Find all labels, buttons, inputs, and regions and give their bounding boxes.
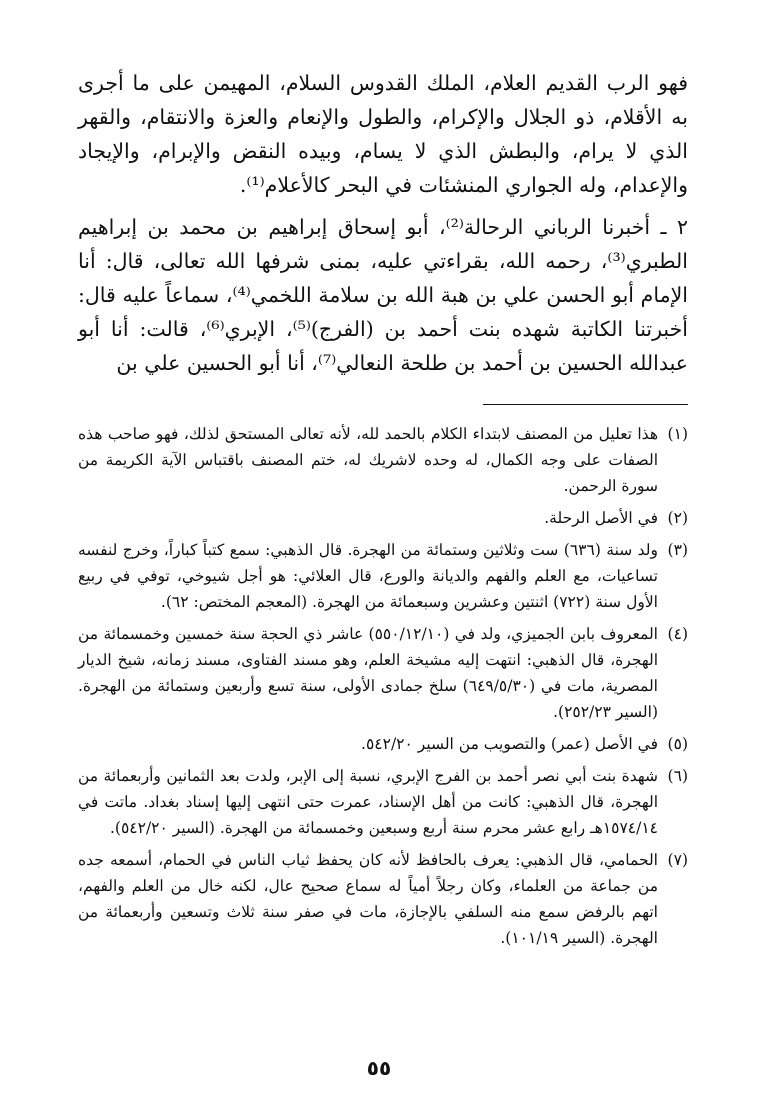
page-number: ٥٥ [366, 1056, 392, 1080]
footnote-number: (٢) [667, 509, 688, 527]
footnote-number: (٤) [667, 625, 688, 643]
footnote-text: المعروف بابن الجميزي، ولد في (٥٥٠/١٢/١٠) عاشر ذي الحجة سنة خمسين وخمسمائة من الهجرة، قال الذهبي: انتهت إليه مشيخة العلم، وهو مسند الفتاوى، مسند زمانه، شيخ الديار المصرية، مات في (٦٤٩/٥/٣٠) سلخ جمادى الأولى، سنة تسع وأربعين وستمائة من الهجرة. (السير ٢٥٢/٢٣). [78, 625, 658, 721]
page [78, 66, 688, 957]
paragraph-opening: فهو الرب القديم العلام، الملك القدوس السلام، المهيمن على ما أجرى به الأقلام، ذو الجلال والإكرام، والطول والإنعام والعزة والانتقام، والقهر الذي لا يرام، والبطش الذي لا يسام، وبيده النقض والإبرام، والإيجاد والإعدام، وله الجواري المنشئات في البحر كالأعلام⁽¹⁾. [78, 71, 688, 197]
footnote-1 [78, 421, 688, 499]
main-text [78, 66, 688, 380]
footnote-number: (٦) [667, 767, 688, 785]
footnote-text: في الأصل (عمر) والتصويب من السير ٥٤٢/٢٠. [361, 735, 658, 753]
footnote-number: (١) [667, 425, 688, 443]
footnote-text: في الأصل الرحلة. [544, 509, 658, 527]
footnote-7 [78, 847, 688, 951]
footnote-number: (٥) [667, 735, 688, 753]
footnote-2 [78, 505, 688, 531]
footnote-text: الحمامي، قال الذهبي: يعرف بالحافظ لأنه كان يحفظ ثياب الناس في الحمام، أسمعه جده من جماعة من العلماء، وكان رجلاً أمياً له سماع صحيح عال، لكنه خال من العلم والفهم، اتهم بالرفض سمع منه السلفي بالإجازة، مات في صفر سنة ثلاث وتسعين وأربعمائة من الهجرة. (السير ١٠١/١٩). [78, 851, 658, 947]
footnote-text: هذا تعليل من المصنف لابتداء الكلام بالحمد لله، لأنه تعالى المستحق لذلك، فهو صاحب هذه الصفات على وجه الكمال، له وحده لاشريك له، ختم المصنف باقتباس الآية الكريمة من سورة الرحمن. [78, 425, 658, 495]
footnote-4 [78, 621, 688, 725]
footnote-3 [78, 537, 688, 615]
paragraph-isnad: ٢ ـ أخبرنا الرباني الرحالة⁽²⁾، أبو إسحاق إبراهيم بن محمد بن إبراهيم الطبري⁽³⁾، رحمه الله، بقراءتي عليه، بمنى شرفها الله تعالى، قال: أنا الإمام أبو الحسن علي بن هبة الله بن سلامة اللخمي⁽⁴⁾، سماعاً عليه قال: أخبرتنا الكاتبة شهده بنت أحمد بن (الفرج)⁽⁵⁾، الإبري⁽⁶⁾، قالت: أنا أبو عبدالله الحسين بن أحمد بن طلحة النعالي⁽⁷⁾، أنا أبو الحسين علي بن [78, 215, 689, 375]
footnote-6 [78, 763, 688, 841]
footnotes-list [78, 421, 688, 951]
footnote-number: (٧) [667, 851, 688, 869]
footnote-5 [78, 731, 688, 757]
footnote-text: شهدة بنت أبي نصر أحمد بن الفرج الإبري، نسبة إلى الإبر، ولدت بعد الثمانين وأربعمائة من الهجرة، قال الذهبي: كانت من أهل الإسناد، عمرت حتى انتهى إليها إسناد بغداد. ماتت في ١٥٧٤/١٤هـ رابع عشر محرم سنة أربع وسبعين وخمسمائة من الهجرة. (السير ٥٤٢/٢٠). [78, 767, 658, 837]
footnote-text: ولد سنة (٦٣٦) ست وثلاثين وستمائة من الهجرة. قال الذهبي: سمع كتباً كباراً، وخرج لنفسه تساعيات، مع العلم والفهم والديانة والورع، قال العلائي: هو أجل شيوخي، توفي في ربيع الأول سنة (٧٢٢) اثنتين وعشرين وسبعمائة من الهجرة. (المعجم المختص: ٦٢). [78, 541, 658, 611]
footnote-number: (٣) [667, 541, 688, 559]
footnote-separator [483, 404, 688, 405]
